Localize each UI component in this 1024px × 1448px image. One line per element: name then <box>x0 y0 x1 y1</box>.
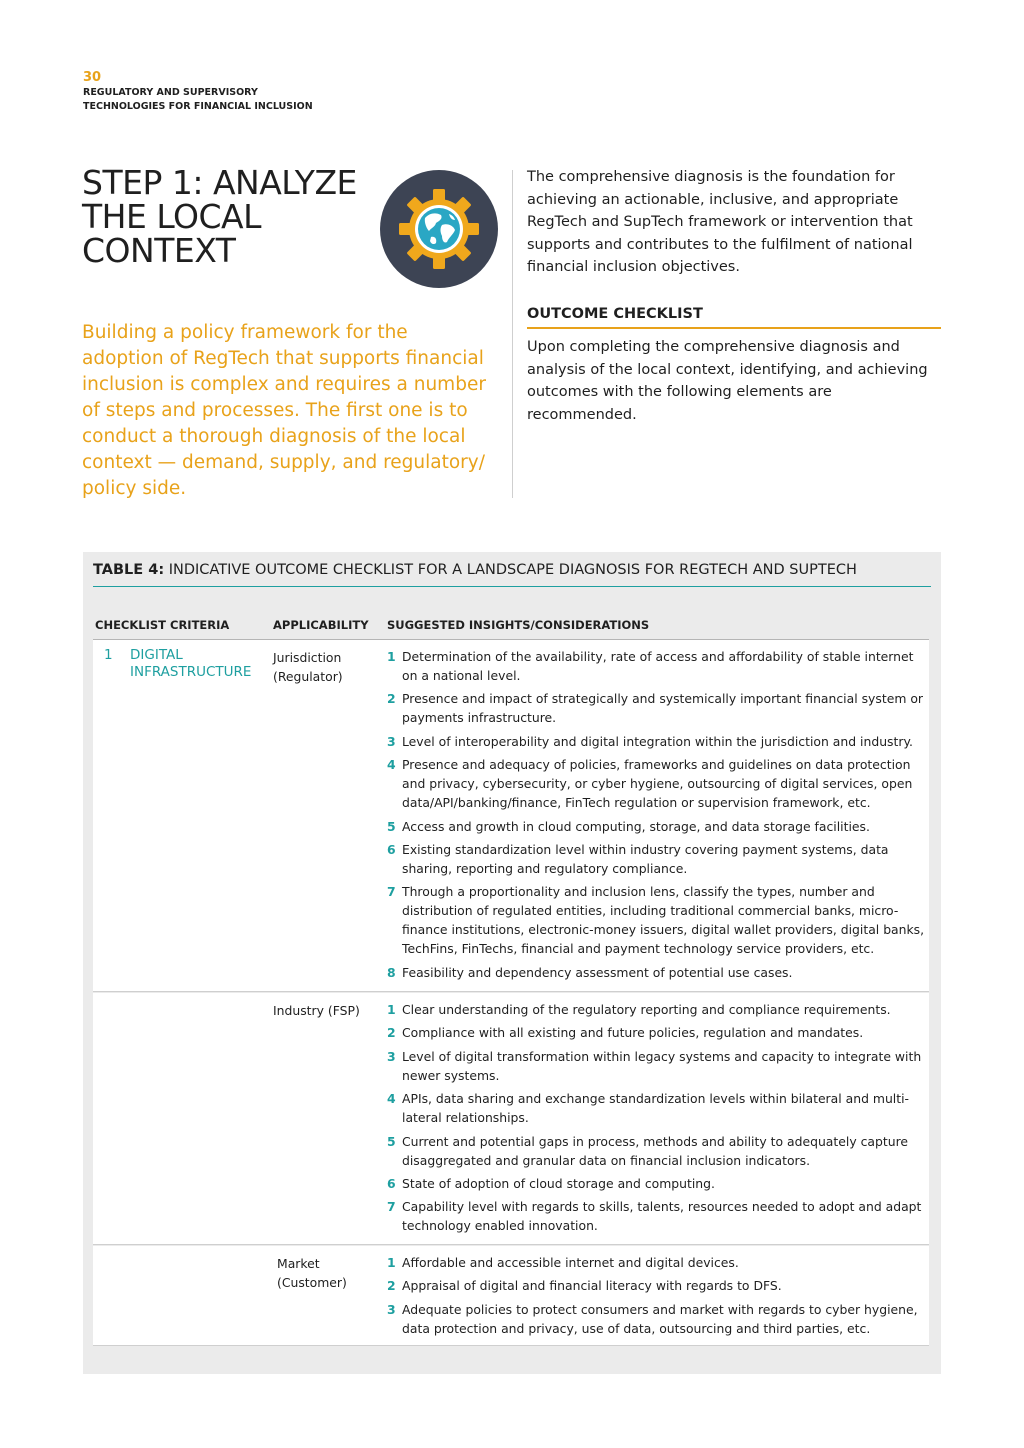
insight-text: Presence and adequacy of policies, frameworks and guidelines on data protection and privacy, cybersecurity, or cyber hygiene, outsourcing of digital services, open data/API/banking/finance, FinTech regulation or supervision framework, etc. <box>402 757 913 811</box>
insight-number: 1 <box>387 1002 396 1017</box>
table-caption-number: TABLE 4: <box>93 562 165 578</box>
criterion-number: 1 <box>104 647 113 663</box>
insight-text: Clear understanding of the regulatory reporting and compliance requirements. <box>402 1002 891 1017</box>
applicability-cell: Industry (FSP) <box>273 1003 360 1018</box>
insight-item <box>387 1276 927 1295</box>
insight-text: Capability level with regards to skills, talents, resources needed to adopt and adapt technology enabled innovation. <box>402 1199 922 1234</box>
insight-number: 5 <box>387 1133 396 1149</box>
table-caption-title: INDICATIVE OUTCOME CHECKLIST FOR A LANDSCAPE DIAGNOSIS FOR REGTECH AND SUPTECH <box>164 562 857 578</box>
insight-text: State of adoption of cloud storage and computing. <box>402 1175 715 1191</box>
intro-paragraph: The comprehensive diagnosis is the foundation for achieving an actionable, inclusive, and appropriate RegTech and SupTech framework or intervention that supports and contributes to the fulfilment of national financial inclusion objectives. <box>527 169 913 275</box>
insight-number: 1 <box>387 649 396 664</box>
insight-item <box>387 1174 927 1193</box>
column-divider <box>512 170 513 498</box>
outcome-checklist-paragraph: Upon completing the comprehensive diagnosis and analysis of the local context, identifying, and achieving outcomes with the following elements are recommended. <box>527 339 928 423</box>
insight-item <box>387 1023 927 1042</box>
insight-number: 1 <box>387 1255 396 1270</box>
table-panel <box>83 552 941 1374</box>
insight-text: Through a proportionality and inclusion lens, classify the types, number and distribution of regulated entities, including traditional commercial banks, micro-finance institutions, electronic-money issuers, digital wallet providers, digital banks, TechFins, FinTechs, financial and payment technology service providers, etc. <box>402 884 925 957</box>
insights-list <box>387 647 927 986</box>
insight-number: 4 <box>387 1091 396 1107</box>
insight-text: Affordable and accessible internet and digital devices. <box>402 1255 739 1270</box>
insight-text: Level of interoperability and digital integration within the jurisdiction and industry. <box>402 733 913 749</box>
insight-item <box>387 1132 927 1170</box>
insights-list <box>387 1253 927 1342</box>
insight-number: 7 <box>387 884 396 900</box>
running-title-line2: TECHNOLOGIES FOR FINANCIAL INCLUSION <box>83 101 313 112</box>
step-title: STEP 1: ANALYZE THE LOCAL CONTEXT <box>82 163 357 270</box>
insight-item <box>387 1000 927 1019</box>
page-number: 30 <box>83 70 102 85</box>
insight-item <box>387 732 927 751</box>
page-header <box>83 70 313 114</box>
insight-text: Adequate policies to protect consumers and market with regards to cyber hygiene, data protection and privacy, use of data, outsourcing and third parties, etc. <box>402 1301 918 1336</box>
insight-item <box>387 817 927 836</box>
insight-item <box>387 882 927 958</box>
insight-item <box>387 755 927 812</box>
insight-text: Current and potential gaps in process, methods and ability to adequately capture disaggregated and granular data on financial inclusion indicators. <box>402 1133 909 1168</box>
insight-number: 2 <box>387 691 396 707</box>
table-caption <box>93 560 931 587</box>
column-header-insights: SUGGESTED INSIGHTS/CONSIDERATIONS <box>387 618 650 632</box>
column-header-applicability: APPLICABILITY <box>273 618 369 632</box>
insight-number: 7 <box>387 1199 396 1215</box>
insight-text: Compliance with all existing and future policies, regulation and mandates. <box>402 1025 864 1041</box>
globe-gear-icon <box>380 170 498 288</box>
insight-item <box>387 689 927 727</box>
lead-text: Building a policy framework for the adoption of RegTech that supports financial inclusion is complex and requires a number of steps and processes. The first one is to conduct a thorough diagnosis of the local context — demand, supply, and regulatory/ policy side. <box>82 322 486 499</box>
column-header-criteria: CHECKLIST CRITERIA <box>95 618 230 632</box>
insight-number: 3 <box>387 733 396 749</box>
insight-number: 4 <box>387 757 396 773</box>
applicability-cell: Jurisdiction (Regulator) <box>273 650 343 684</box>
insight-number: 3 <box>387 1048 396 1064</box>
insight-number: 6 <box>387 841 396 857</box>
insight-text: Feasibility and dependency assessment of potential use cases. <box>402 964 793 980</box>
insight-text: Determination of the availability, rate of access and affordability of stable internet on a national level. <box>402 649 914 683</box>
table-row-group-jurisdiction <box>93 640 929 992</box>
running-title-line1: REGULATORY AND SUPERVISORY <box>83 87 258 98</box>
insight-item <box>387 647 927 685</box>
insight-number: 8 <box>387 964 396 980</box>
criterion-label: DIGITAL INFRASTRUCTURE <box>130 647 252 680</box>
insight-number: 5 <box>387 818 396 834</box>
insight-item <box>387 1047 927 1085</box>
insight-item <box>387 1253 927 1272</box>
table-row-group-industry <box>93 993 929 1245</box>
insight-number: 2 <box>387 1278 396 1294</box>
insight-item <box>387 1300 927 1338</box>
insight-item <box>387 1089 927 1127</box>
insight-text: APIs, data sharing and exchange standardization levels within bilateral and multi-lateral relationships. <box>402 1091 910 1126</box>
insight-text: Presence and impact of strategically and systemically important financial system or payments infrastructure. <box>402 691 924 726</box>
insight-number: 6 <box>387 1175 396 1191</box>
applicability-cell: Market (Customer) <box>277 1256 347 1290</box>
insight-text: Appraisal of digital and financial literacy with regards to DFS. <box>402 1278 782 1294</box>
insight-number: 3 <box>387 1301 396 1317</box>
insight-text: Access and growth in cloud computing, storage, and data storage facilities. <box>402 818 870 834</box>
table-row-group-market <box>93 1246 929 1346</box>
table-header-row <box>93 614 929 640</box>
insight-number: 2 <box>387 1025 396 1041</box>
insights-list <box>387 1000 927 1240</box>
insight-item <box>387 1197 927 1235</box>
outcome-checklist-heading: OUTCOME CHECKLIST <box>527 304 941 329</box>
insight-text: Existing standardization level within industry covering payment systems, data sharing, reporting and regulatory compliance. <box>402 841 889 876</box>
insight-text: Level of digital transformation within legacy systems and capacity to integrate with newer systems. <box>402 1048 922 1083</box>
insight-item <box>387 963 927 982</box>
insight-item <box>387 840 927 878</box>
